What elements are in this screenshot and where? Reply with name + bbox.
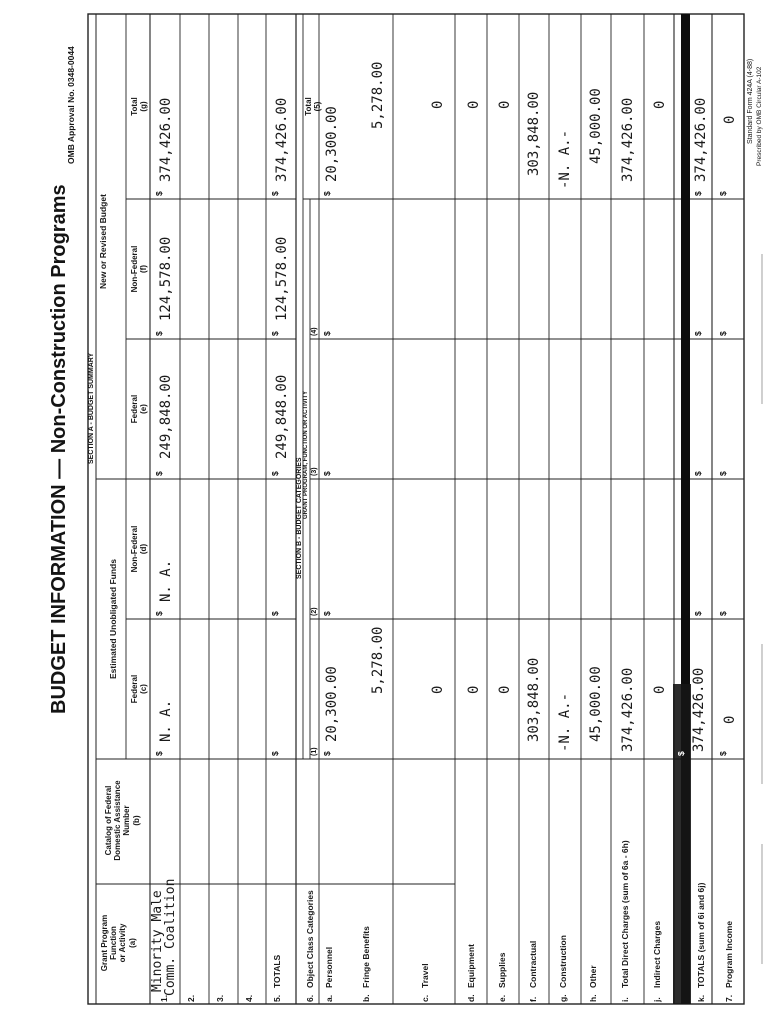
section-b-title: SECTION B - BUDGET CATEGORIES bbox=[296, 457, 303, 579]
category-label: Fringe Benefits bbox=[361, 926, 371, 988]
category-letter: h. bbox=[588, 994, 598, 1002]
col-2-header: (2) bbox=[311, 607, 318, 616]
k-col-1-dollar: $ bbox=[676, 751, 686, 756]
personnel-amount: 20,300.00 bbox=[324, 666, 340, 742]
construction-amount: -N. A.- bbox=[557, 692, 573, 752]
unobligated-group-header: Estimated Unobligated Funds bbox=[108, 559, 118, 679]
grant-program-header: GRANT PROGRAM, FUNCTION OR ACTIVITY bbox=[303, 390, 309, 519]
other-amount: 45,000.00 bbox=[588, 666, 604, 742]
row-1-g-dollar: $ bbox=[154, 191, 164, 196]
category-letter: b. bbox=[361, 994, 371, 1002]
row-3-number: 3. bbox=[215, 994, 225, 1002]
row-1-c-dollar: $ bbox=[154, 751, 164, 756]
col-f-header: Non-Federal (f) bbox=[130, 245, 149, 293]
row-4-number: 4. bbox=[244, 994, 254, 1002]
program-income-col3-dollar: $ bbox=[718, 471, 728, 476]
category-label: Equipment bbox=[466, 944, 476, 988]
row-1-f-dollar: $ bbox=[154, 331, 164, 336]
program-income-col5-dollar: $ bbox=[718, 191, 728, 196]
contractual-amount: 303,848.00 bbox=[526, 657, 542, 742]
col-4-dollar: $ bbox=[322, 331, 332, 336]
fringe-benefits-amount: 5,278.00 bbox=[370, 626, 386, 694]
row-1-number: 1. bbox=[159, 994, 169, 1002]
category-label: TOTALS (sum of 6i and 6j) bbox=[696, 882, 706, 988]
equipment-amount: 0 bbox=[466, 685, 482, 694]
category-letter: i. bbox=[620, 997, 630, 1002]
construction-total: -N. A.- bbox=[557, 129, 573, 189]
supplies-amount: 0 bbox=[497, 685, 513, 694]
row-2-number: 2. bbox=[186, 994, 196, 1002]
object-class-label: Object Class Categories bbox=[305, 890, 315, 988]
col-3-dollar: $ bbox=[322, 471, 332, 476]
row-6-number: 6. bbox=[305, 994, 315, 1002]
program-income-total: 0 bbox=[722, 115, 738, 124]
totals-nonfederal-new: 124,578.00 bbox=[274, 236, 290, 321]
row-1-activity-line2: Comm. Coalition bbox=[163, 878, 178, 996]
k-col-4-dollar: $ bbox=[693, 331, 703, 336]
col-1-header: (1) bbox=[311, 747, 318, 756]
row-1-federal-new: 249,848.00 bbox=[158, 374, 174, 459]
grand-totals-amount: 374,426.00 bbox=[691, 667, 707, 752]
prescribed-by: Prescribed by OMB Circular A-102 bbox=[756, 66, 763, 166]
col-g-header: Total (g) bbox=[130, 97, 149, 116]
total-direct-charges-total: 374,426.00 bbox=[620, 97, 636, 182]
travel-total: 0 bbox=[430, 100, 446, 109]
contractual-total: 303,848.00 bbox=[526, 91, 542, 176]
program-income-label: Program Income bbox=[724, 920, 734, 988]
col-b-header: Catalog of Federal Domestic Assistance Number (b) bbox=[104, 780, 141, 861]
grand-totals-total: 374,426.00 bbox=[693, 97, 709, 182]
category-label: Indirect Charges bbox=[652, 920, 662, 988]
category-label: Other bbox=[588, 965, 598, 988]
indirect-charges-amount: 0 bbox=[652, 685, 668, 694]
col-3-header: (3) bbox=[311, 467, 318, 476]
col-c-header: Federal (c) bbox=[130, 674, 149, 704]
col-e-header: Federal (e) bbox=[130, 394, 149, 424]
row-1-d-dollar: $ bbox=[154, 611, 164, 616]
section-a-title: SECTION A - BUDGET SUMMARY bbox=[88, 352, 95, 464]
omb-approval: OMB Approval No. 0348-0044 bbox=[66, 46, 76, 164]
col-5-header: Total (5) bbox=[304, 97, 323, 116]
program-income-amount: 0 bbox=[722, 715, 738, 724]
category-letter: a. bbox=[324, 994, 334, 1002]
totals-d-dollar: $ bbox=[270, 611, 280, 616]
totals-total: 374,426.00 bbox=[274, 97, 290, 182]
totals-c-dollar: $ bbox=[270, 751, 280, 756]
total-direct-charges-amount: 374,426.00 bbox=[620, 667, 636, 752]
totals-g-dollar: $ bbox=[270, 191, 280, 196]
program-income-number: 7. bbox=[724, 994, 734, 1002]
program-income-col1-dollar: $ bbox=[718, 751, 728, 756]
col-4-header: (4) bbox=[311, 327, 318, 336]
category-letter: c. bbox=[420, 994, 430, 1002]
col-a-header: Grant Program Function or Activity (a) bbox=[100, 914, 137, 972]
row-1-nonfederal-unobligated: N. A. bbox=[158, 559, 174, 602]
k-col-2-dollar: $ bbox=[693, 611, 703, 616]
category-label: Total Direct Charges (sum of 6a - 6h) bbox=[620, 840, 630, 988]
col-1-dollar: $ bbox=[322, 751, 332, 756]
form-number: Standard Form 424A (4-88) bbox=[747, 58, 754, 144]
category-letter: d. bbox=[466, 994, 476, 1002]
form-title: BUDGET INFORMATION — Non-Construction Programs bbox=[48, 184, 70, 714]
category-label: Travel bbox=[420, 963, 430, 988]
col-5-dollar: $ bbox=[322, 191, 332, 196]
equipment-total: 0 bbox=[466, 100, 482, 109]
supplies-total: 0 bbox=[497, 100, 513, 109]
col-2-dollar: $ bbox=[322, 611, 332, 616]
category-label: Contractual bbox=[528, 940, 538, 988]
category-letter: j. bbox=[652, 997, 662, 1002]
program-income-col4-dollar: $ bbox=[718, 331, 728, 336]
row-1-nonfederal-new: 124,578.00 bbox=[158, 236, 174, 321]
totals-e-dollar: $ bbox=[270, 471, 280, 476]
category-label: Supplies bbox=[497, 952, 507, 988]
totals-number: 5. bbox=[272, 994, 282, 1002]
category-label: Construction bbox=[558, 935, 568, 988]
k-col-5-dollar: $ bbox=[693, 191, 703, 196]
totals-label: TOTALS bbox=[272, 954, 282, 988]
row-1-total: 374,426.00 bbox=[158, 97, 174, 182]
fringe-benefits-total: 5,278.00 bbox=[370, 61, 386, 129]
category-letter: k. bbox=[696, 994, 706, 1002]
indirect-charges-total: 0 bbox=[652, 100, 668, 109]
row-1-activity: Minority Male bbox=[150, 890, 165, 992]
new-budget-group-header: New or Revised Budget bbox=[98, 194, 108, 289]
category-letter: e. bbox=[497, 994, 507, 1002]
totals-f-dollar: $ bbox=[270, 331, 280, 336]
category-letter: f. bbox=[528, 996, 538, 1002]
col-d-header: Non-Federal (d) bbox=[130, 525, 149, 573]
travel-amount: 0 bbox=[430, 685, 446, 694]
category-letter: g. bbox=[558, 994, 568, 1002]
other-total: 45,000.00 bbox=[588, 88, 604, 164]
category-label: Personnel bbox=[324, 946, 334, 988]
k-col-3-dollar: $ bbox=[693, 471, 703, 476]
program-income-col2-dollar: $ bbox=[718, 611, 728, 616]
row-1-federal-unobligated: N. A. bbox=[158, 699, 174, 742]
totals-federal-new: 249,848.00 bbox=[274, 374, 290, 459]
personnel-total: 20,300.00 bbox=[324, 106, 340, 182]
row-1-e-dollar: $ bbox=[154, 471, 164, 476]
